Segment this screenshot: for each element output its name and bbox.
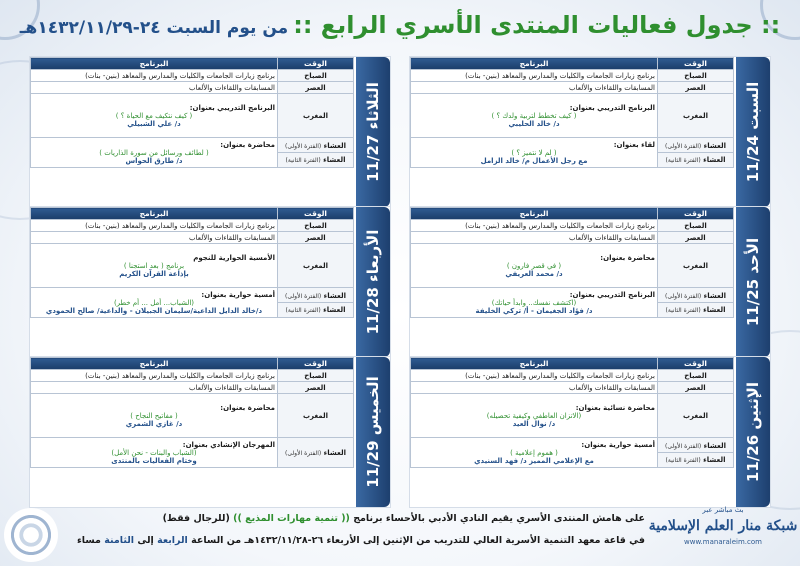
logo-name: شبكة منار العلم الإسلامية: [648, 518, 798, 534]
program-speaker: د/ محمد العريفي: [505, 269, 563, 278]
program-quote: ( كيف تخطط لتربية ولدك ؟ ): [491, 111, 577, 120]
day-label: الأحد 11/25: [744, 237, 762, 327]
program-cell: [411, 94, 658, 138]
day-card: [30, 357, 390, 507]
period-label: (الفترة الثانية): [665, 306, 701, 314]
time-cell-split: [658, 438, 734, 468]
table-header-row: [31, 58, 354, 70]
schedule-table: [30, 207, 354, 318]
time-cell: العصر: [658, 82, 734, 94]
table-row: [411, 70, 734, 82]
program-speaker: مع رجل الأعمال م/ خالد الزامل: [480, 156, 588, 165]
program-cell: المسابقات واللقاءات والألعاب: [411, 382, 658, 394]
program-speaker: وختام الفعاليات بالمنتدى: [111, 456, 197, 465]
program-title: لقاء بعنوان:: [613, 140, 655, 149]
broadcaster-logo: [648, 506, 798, 564]
program-cell: المسابقات واللقاءات والألعاب: [31, 82, 278, 94]
program-speaker: د/ خالد الحليبي: [508, 119, 560, 128]
program-cell: برنامج زيارات الجامعات والكليات والمدارس والمعاهد (بنين- بنات): [31, 220, 278, 232]
time-period: [658, 139, 733, 153]
table-row: [31, 288, 354, 318]
table-row: [411, 438, 734, 468]
time-cell-split: [658, 288, 734, 318]
table-row: [411, 138, 734, 168]
program-header: البرنامج: [411, 208, 658, 220]
period-label: (الفترة الأولى): [285, 142, 322, 150]
page-subtitle: من يوم السبت ٢٤-١٤٣٢/١١/٢٩هـ: [19, 18, 289, 38]
table-header-row: [31, 208, 354, 220]
time-cell: المغرب: [278, 244, 354, 288]
time-cell: العصر: [658, 382, 734, 394]
program-header: البرنامج: [411, 58, 658, 70]
time-cell-split: [278, 438, 354, 468]
period-label: (الفترة الثانية): [285, 156, 321, 164]
program-cell: [31, 438, 278, 468]
time-name: العشاء: [703, 455, 726, 464]
ornament-seal-icon: [4, 508, 58, 562]
day-label: الأربعاء 11/28: [364, 229, 382, 335]
program-cell: المسابقات واللقاءات والألعاب: [31, 232, 278, 244]
program-cell: [31, 138, 278, 168]
program-title: محاضرة بعنوان:: [220, 140, 275, 149]
schedule-table: [410, 57, 734, 168]
period-label: (الفترة الأولى): [285, 449, 322, 457]
program-speaker: د/خالد الدايل الداعية/سليمان الجبيلان - والداعية/ صالح الحمودي: [45, 306, 263, 315]
footer-start-hour: الرابعة: [157, 535, 188, 546]
time-cell: العصر: [278, 82, 354, 94]
day-card: [410, 357, 770, 507]
time-cell: المغرب: [278, 394, 354, 438]
footer-line-2: [76, 535, 645, 546]
time-period: [658, 439, 733, 453]
program-header: البرنامج: [31, 358, 278, 370]
schedule-table: [30, 57, 354, 168]
table-row: [31, 138, 354, 168]
time-name: العشاء: [703, 441, 726, 450]
table-row: [31, 220, 354, 232]
table-row: [411, 382, 734, 394]
logo-url: www.manaraleim.com: [684, 538, 762, 546]
program-quote: ( هموم إعلامية ): [510, 448, 558, 457]
table-row: [31, 394, 354, 438]
time-period: [278, 139, 353, 153]
table-header-row: [411, 358, 734, 370]
period-label: (الفترة الأولى): [665, 142, 702, 150]
program-cell: [411, 244, 658, 288]
page-header: [0, 2, 800, 48]
table-row: [411, 82, 734, 94]
time-cell: العصر: [278, 232, 354, 244]
program-speaker: د/ غازي الشمري: [125, 419, 183, 428]
table-header-row: [411, 208, 734, 220]
time-period: [278, 289, 353, 303]
table-row: [31, 244, 354, 288]
day-card: [30, 207, 390, 357]
program-quote: ( مفاتيح النجاح ): [130, 411, 178, 420]
time-name: العشاء: [323, 305, 346, 314]
table-row: [31, 382, 354, 394]
time-cell-split: [278, 138, 354, 168]
program-quote: ( لطائف ورسائل من سورة الذاريات ): [99, 148, 209, 157]
footer-line-1-text: على هامش المنتدى الأسري يقيم النادي الأدبي بالأحساء برنامج: [353, 513, 645, 524]
time-cell: المغرب: [278, 94, 354, 138]
day-tab: [356, 207, 390, 357]
program-cell: المسابقات واللقاءات والألعاب: [411, 82, 658, 94]
program-quote: (الشباب والبنات - نحن الأمل): [111, 448, 197, 457]
day-card: [410, 57, 770, 207]
day-tab: [356, 57, 390, 207]
period-label: (الفترة الثانية): [665, 456, 701, 464]
time-cell: المغرب: [658, 244, 734, 288]
logo-tagline: بث مباشر عبر: [702, 506, 744, 514]
footer-program-name: (( تنمية مهارات المذيع )): [233, 513, 350, 524]
footer-audience: (للرجال فقط): [162, 513, 230, 524]
program-cell: برنامج زيارات الجامعات والكليات والمدارس والمعاهد (بنين- بنات): [411, 70, 658, 82]
footer-evening: مساء: [76, 535, 101, 546]
schedule-table: [410, 207, 734, 318]
period-label: (الفترة الأولى): [285, 292, 322, 300]
period-label: (الفترة الثانية): [285, 306, 321, 314]
time-cell: العصر: [658, 232, 734, 244]
period-label: (الفترة الثانية): [665, 156, 701, 164]
time-name: العشاء: [323, 141, 346, 150]
table-row: [31, 232, 354, 244]
time-cell: الصباح: [278, 220, 354, 232]
time-period: [278, 446, 353, 460]
day-label: الخميس 11/29: [364, 376, 382, 488]
time-name: العشاء: [703, 291, 726, 300]
program-quote: (اكتشف نفسك.. وابدأ حياتك): [491, 298, 577, 307]
program-title: الأمسية الحوارية للنجوم: [193, 253, 275, 262]
time-cell-split: [658, 138, 734, 168]
program-cell: [411, 394, 658, 438]
footer-end-hour: الثامنة: [104, 535, 135, 546]
time-header: الوقت: [658, 58, 734, 70]
time-period: [658, 289, 733, 303]
day-tab: [736, 357, 770, 507]
time-name: العشاء: [323, 155, 346, 164]
program-header: البرنامج: [31, 208, 278, 220]
table-row: [31, 438, 354, 468]
time-cell: الصباح: [658, 70, 734, 82]
day-label: الإثنين 11/26: [744, 381, 762, 483]
footer-line-1: [162, 513, 645, 524]
table-row: [31, 370, 354, 382]
footer-to: إلى: [137, 535, 154, 546]
program-speaker: د/ فؤاد الجغيمان - أ/ تركي الخليفة: [475, 306, 593, 315]
table-row: [31, 70, 354, 82]
time-header: الوقت: [278, 208, 354, 220]
table-row: [411, 288, 734, 318]
day-tab: [736, 57, 770, 207]
day-card: [30, 57, 390, 207]
time-header: الوقت: [278, 58, 354, 70]
day-label: الثلاثاء 11/27: [364, 82, 382, 182]
program-title: أمسية حوارية بعنوان:: [581, 440, 655, 449]
time-name: العشاء: [703, 155, 726, 164]
schedule-table: [410, 357, 734, 468]
table-row: [411, 232, 734, 244]
table-row: [31, 94, 354, 138]
program-cell: برنامج زيارات الجامعات والكليات والمدارس والمعاهد (بنين- بنات): [411, 370, 658, 382]
day-label: السبت 11/24: [744, 81, 762, 183]
program-cell: [31, 244, 278, 288]
time-cell: العصر: [278, 382, 354, 394]
time-name: العشاء: [323, 448, 346, 457]
page-title: :: جدول فعاليات المنتدى الأسري الرابع ::: [293, 11, 781, 39]
program-quote: ( لم لا نتميز ؟ ): [511, 148, 557, 157]
time-header: الوقت: [658, 208, 734, 220]
program-cell: برنامج زيارات الجامعات والكليات والمدارس والمعاهد (بنين- بنات): [31, 370, 278, 382]
program-speaker: د/ طارق الحواس: [125, 156, 183, 165]
time-period: [278, 153, 353, 167]
program-quote: ( في قصر فارون ): [506, 261, 562, 270]
table-header-row: [411, 58, 734, 70]
table-row: [411, 244, 734, 288]
time-header: الوقت: [658, 358, 734, 370]
day-tab: [736, 207, 770, 357]
program-cell: [411, 288, 658, 318]
footer-line-2-text: في قاعة معهد التنمية الأسرية العالي للتدريب من الإثنين إلى الأربعاء ٢٦-١٤٣٢/١١/٢٨هـ من الساعة: [191, 535, 645, 546]
program-title: محاضرة بعنوان:: [600, 253, 655, 262]
program-title: البرنامج التدريبي بعنوان:: [569, 290, 655, 299]
table-row: [411, 370, 734, 382]
program-cell: [411, 138, 658, 168]
time-cell: المغرب: [658, 94, 734, 138]
day-card: [410, 207, 770, 357]
program-title: محاضرة نسائية بعنوان:: [575, 403, 655, 412]
period-label: (الفترة الأولى): [665, 442, 702, 450]
program-speaker: بإذاعة القرآن الكريم: [119, 269, 189, 278]
program-quote: (الاتزان العاطفي وكيفية تحصيله): [486, 411, 582, 420]
program-cell: [31, 394, 278, 438]
program-cell: [411, 438, 658, 468]
program-title: محاضرة بعنوان:: [220, 403, 275, 412]
program-quote: برنامج ( بعد استجنا ): [123, 261, 185, 270]
time-cell: الصباح: [658, 220, 734, 232]
time-cell-split: [278, 288, 354, 318]
program-speaker: د/ نوال العيد: [512, 419, 556, 428]
schedule-table: [30, 357, 354, 468]
program-title: أمسية حوارية بعنوان:: [201, 290, 275, 299]
program-cell: [31, 94, 278, 138]
period-label: (الفترة الأولى): [665, 292, 702, 300]
program-speaker: مع الإعلامي المميز د/ فهد السنيدي: [474, 456, 594, 465]
time-period: [658, 153, 733, 167]
time-period: [658, 303, 733, 317]
table-row: [411, 94, 734, 138]
time-header: الوقت: [278, 358, 354, 370]
program-cell: [31, 288, 278, 318]
time-cell: الصباح: [278, 70, 354, 82]
program-quote: ( كيف نتكيف مع الحياة ؟ ): [115, 111, 193, 120]
program-cell: برنامج زيارات الجامعات والكليات والمدارس والمعاهد (بنين- بنات): [411, 220, 658, 232]
table-row: [31, 82, 354, 94]
program-cell: برنامج زيارات الجامعات والكليات والمدارس والمعاهد (بنين- بنات): [31, 70, 278, 82]
table-row: [411, 220, 734, 232]
time-name: العشاء: [323, 291, 346, 300]
time-cell: الصباح: [658, 370, 734, 382]
program-quote: (الشباب... أمل ... أم خطر): [113, 298, 195, 307]
program-title: البرنامج التدريبي بعنوان:: [569, 103, 655, 112]
program-speaker: د/ علي الشبيلي: [127, 119, 181, 128]
time-cell: المغرب: [658, 394, 734, 438]
program-title: البرنامج التدريبي بعنوان:: [189, 103, 275, 112]
program-cell: المسابقات واللقاءات والألعاب: [411, 232, 658, 244]
time-name: العشاء: [703, 141, 726, 150]
program-header: البرنامج: [31, 58, 278, 70]
program-title: المهرجان الإنشادي بعنوان:: [182, 440, 275, 449]
time-cell: الصباح: [278, 370, 354, 382]
day-tab: [356, 357, 390, 507]
table-header-row: [31, 358, 354, 370]
program-header: البرنامج: [411, 358, 658, 370]
time-period: [658, 453, 733, 467]
table-row: [411, 394, 734, 438]
time-name: العشاء: [703, 305, 726, 314]
program-cell: المسابقات واللقاءات والألعاب: [31, 382, 278, 394]
time-period: [278, 303, 353, 317]
